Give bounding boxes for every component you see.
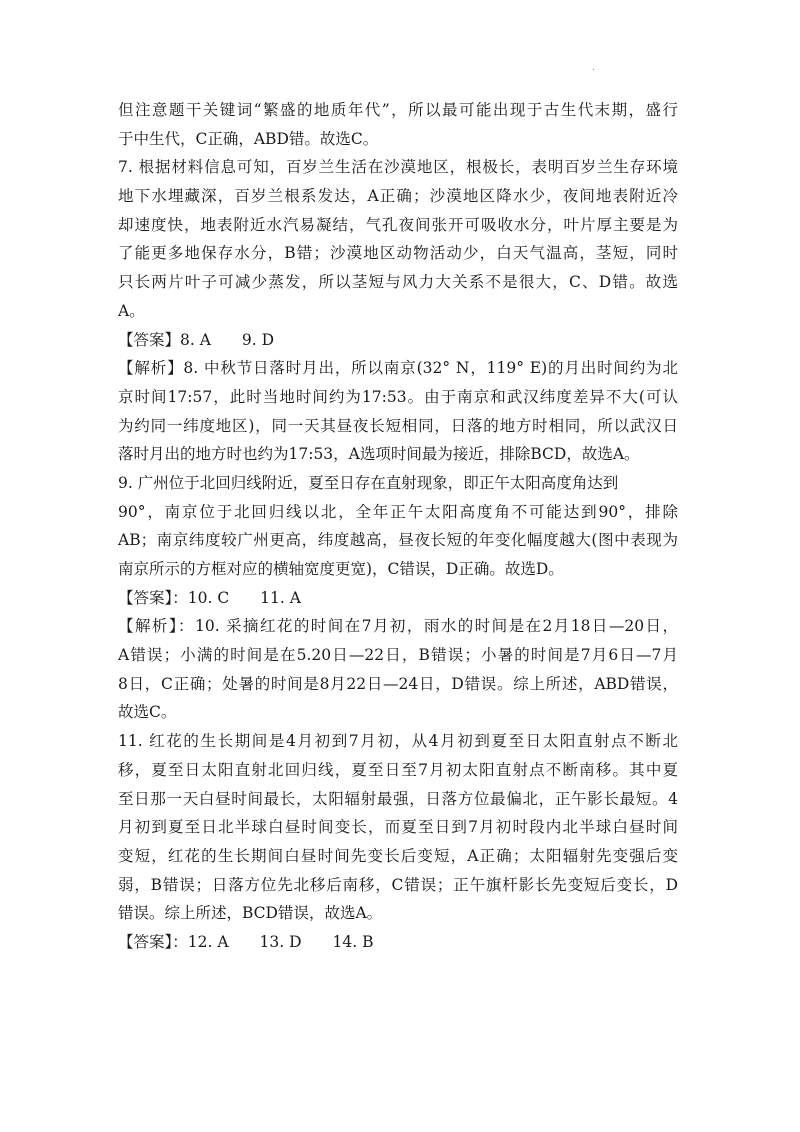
text-line: 移，夏至日太阳直射北回归线，夏至日至7月初太阳直射点不断南移。其中夏 [118, 760, 678, 779]
text-line: 【解析】：10. 采摘红花的时间在7月初，雨水的时间是在2月18日—20日， [118, 617, 678, 636]
text-line: 至日那一天白昼时间最长，太阳辐射最强，日落方位最偏北，正午影长最短。4 [118, 789, 678, 808]
text-line: 故选C。 [118, 703, 177, 722]
text-line: 11. 红花的生长期间是4月初到7月初，从4月初到夏至日太阳直射点不断北 [118, 732, 678, 751]
text-line: 只长两片叶子可减少蒸发，所以茎短与风力大关系不是很大，C、D错。故选 [118, 273, 678, 292]
text-line: 月初到夏至日北半球白昼时间变长，而夏至日到7月初时段内北半球白昼时间 [118, 818, 678, 837]
text-line: 【答案】8. A 9. D [118, 330, 275, 349]
text-line: 但注意题干关键词“繁盛的地质年代”，所以最可能出现于古生代末期，盛行 [118, 101, 678, 119]
text-line: 却速度快，地表附近水汽易凝结，气孔夜间张开可吸收水分，叶片厚主要是为 [118, 215, 678, 234]
text-line: 9. 广州位于北回归线附近，夏至日存在直射现象，即正午太阳高度角达到 [118, 473, 619, 492]
text-line: A错误；小满的时间是在5.20日—22日，B错误；小暑的时间是7月6日—7月 [118, 646, 678, 665]
text-line: 【解析】8. 中秋节日落时月出，所以南京(32° N，119° E)的月出时间约为北 [118, 359, 678, 378]
text-line: A。 [118, 301, 145, 320]
answer-text-body [118, 96, 678, 957]
text-line: 京时间17:57，此时当地时间约为17:53。由于南京和武汉纬度差异不大(可认 [118, 387, 678, 406]
text-line: 【答案】：10. C 11. A [118, 588, 301, 607]
text-line: 变短，红花的生长期间白昼时间先变长后变短，A正确；太阳辐射先变强后变 [118, 846, 678, 865]
page-marker: . [592, 62, 596, 73]
text-line: 弱，B错误；日落方位先北移后南移，C错误；正午旗杆影长先变短后变长，D [118, 875, 678, 894]
text-line: 落时月出的地方时也约为17:53，A选项时间最为接近，排除BCD，故选A。 [118, 445, 640, 464]
text-line: 于中生代，C正确，ABD错。故选C。 [118, 129, 379, 148]
text-line: 了能更多地保存水分，B错；沙漠地区动物活动少，白天气温高，茎短，同时 [118, 244, 678, 263]
text-line: AB；南京纬度较广州更高，纬度越高，昼夜长短的年变化幅度越大(图中表现为 [118, 531, 678, 550]
text-line: 90°，南京位于北回归线以北，全年正午太阳高度角不可能达到90°，排除 [118, 502, 678, 521]
text-line: 地下水埋藏深，百岁兰根系发达，A正确；沙漠地区降水少，夜间地表附近冷 [118, 187, 678, 206]
text-line: 为约同一纬度地区)，同一天其昼夜长短相同，日落的地方时相同，所以武汉日 [118, 416, 678, 435]
text-line: 7. 根据材料信息可知，百岁兰生活在沙漠地区，根极长，表明百岁兰生存环境 [118, 158, 678, 177]
text-line: 错误。综上所述，BCD错误，故选A。 [118, 904, 383, 923]
text-line: 8日，C正确；处暑的时间是8月22日—24日，D错误。综上所述，ABD错误， [118, 674, 678, 693]
text-line: 南京所示的方框对应的横轴宽度更宽)，C错误，D正确。故选D。 [118, 560, 564, 578]
text-line: 【答案】：12. A 13. D 14. B [118, 932, 374, 951]
